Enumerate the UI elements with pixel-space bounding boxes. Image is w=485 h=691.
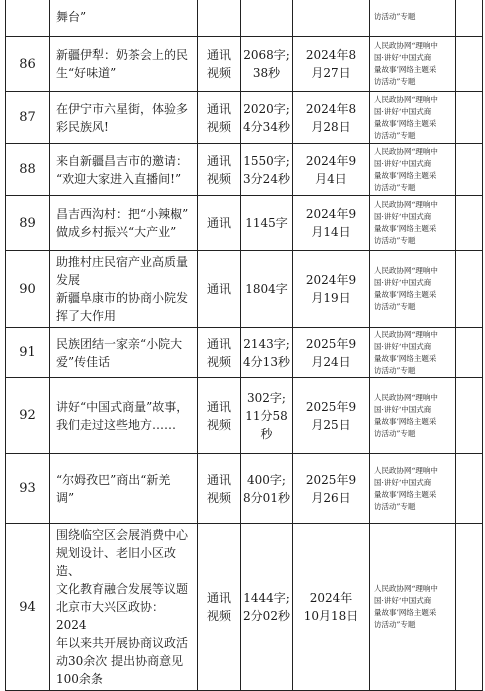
publication-note-line: 国·讲好‘中国式商 [374, 404, 432, 414]
publication-note-line: 国·讲好‘中国式商 [374, 278, 432, 287]
publication-note [370, 524, 456, 691]
table-row [6, 378, 483, 454]
article-length-line: 400字; [247, 472, 286, 487]
blank-cell [456, 196, 483, 251]
publication-note-line: 国·讲好‘中国式商 [374, 106, 432, 116]
publish-date-line: 2025年9 [305, 336, 357, 351]
article-type [198, 524, 241, 691]
publication-note [370, 251, 456, 328]
publication-note-line: 人民政协网“理响中 [374, 266, 438, 275]
publication-note [370, 196, 456, 251]
publish-date [293, 378, 370, 454]
publish-date-line: 月4日 [315, 171, 347, 186]
table-row [6, 0, 483, 37]
row-number: 94 [6, 524, 50, 691]
article-type-line: 视频 [206, 354, 231, 369]
note-line: 访活动”专题 [374, 11, 416, 21]
publication-note-line: 量故事’网络主题采 [374, 608, 437, 617]
article-title-line: “尔姆孜巴”商出“新羌 [56, 472, 171, 487]
row-number [6, 0, 50, 37]
table-row [6, 454, 483, 524]
publication-note-line: 量故事’网络主题采 [374, 65, 437, 74]
article-title [50, 0, 198, 37]
article-title-line: 规划设计、老旧小区改造、 [56, 546, 177, 578]
publication-note [370, 378, 456, 454]
article-type [198, 37, 241, 92]
row-number: 93 [6, 454, 50, 524]
publish-date-line: 月24日 [311, 354, 351, 369]
article-title-line: 挥了大作用 [56, 309, 117, 323]
article-type-line: 通讯 [206, 282, 231, 296]
publish-date [293, 251, 370, 328]
article-type [198, 454, 241, 524]
publish-date [293, 196, 370, 251]
publication-note-line: 访活动”专题 [374, 428, 416, 438]
publication-note [370, 144, 456, 196]
publication-note [370, 92, 456, 144]
article-title-line: 爱”传佳话 [56, 354, 111, 369]
article-length-line: 2143字; [243, 336, 290, 351]
article-length-line: 302字; [247, 390, 286, 405]
article-length [241, 328, 293, 378]
row-number: 89 [6, 196, 50, 251]
publication-note-line: 访活动”专题 [374, 365, 416, 375]
article-length-line: 秒 [260, 426, 273, 441]
publication-note-line: 访活动”专题 [374, 501, 416, 511]
article-title [50, 251, 198, 328]
publication-note-line: 量故事’网络主题采 [374, 170, 437, 180]
publication-note-line: 访活动”专题 [374, 302, 416, 311]
blank-cell [456, 92, 483, 144]
publish-date [293, 0, 370, 37]
article-length [241, 524, 293, 691]
publish-date-line: 2025年9 [305, 399, 357, 414]
article-type-line: 通讯 [206, 399, 231, 414]
article-length [241, 0, 293, 37]
publication-note [370, 37, 456, 92]
publication-note-line: 访活动”专题 [374, 236, 416, 245]
blank-cell [456, 454, 483, 524]
publication-note [370, 454, 456, 524]
publish-date-line: 2024年9 [305, 207, 357, 221]
article-type [198, 328, 241, 378]
article-length-line: 1550字; [243, 153, 290, 168]
article-type-line: 通讯 [206, 216, 231, 230]
publication-note-line: 国·讲好‘中国式商 [374, 212, 432, 221]
article-title-line: 新疆阜康市的协商小院发 [56, 291, 189, 305]
article-title-line: 调” [56, 490, 75, 505]
publish-date [293, 454, 370, 524]
article-type [198, 196, 241, 251]
publication-note-line: 人民政协网“理响中 [374, 584, 438, 593]
publication-note-line: 量故事’网络主题采 [374, 290, 437, 299]
article-title-line: 在伊宁市六星街，体验多 [56, 101, 189, 116]
publish-date-line: 月27日 [311, 66, 351, 80]
publish-date [293, 37, 370, 92]
article-title [50, 524, 198, 691]
article-length [241, 144, 293, 196]
article-length [241, 454, 293, 524]
publish-date [293, 144, 370, 196]
row-number: 87 [6, 92, 50, 144]
article-type [198, 251, 241, 328]
article-type [198, 378, 241, 454]
article-length [241, 251, 293, 328]
article-title-line: 来自新疆昌吉市的邀请： [56, 153, 189, 168]
article-title [50, 378, 198, 454]
article-length-line: 2068字; [243, 48, 290, 62]
row-number: 88 [6, 144, 50, 196]
article-title-line: 讲好“中国式商量”故事， [56, 399, 189, 414]
publication-note-line: 人民政协网“理响中 [374, 465, 438, 475]
article-length-line: 2分02秒 [243, 609, 290, 623]
publish-date [293, 92, 370, 144]
publication-note-line: 量故事’网络主题采 [374, 353, 437, 363]
article-type-line: 通讯 [206, 336, 231, 351]
article-type [198, 144, 241, 196]
table-row [6, 37, 483, 92]
table-row [6, 144, 483, 196]
article-length-line: 8分01秒 [243, 490, 290, 505]
publication-note-line: 人民政协网“理响中 [374, 146, 438, 156]
article-title [50, 92, 198, 144]
row-number: 92 [6, 378, 50, 454]
publication-note-line: 访活动”专题 [374, 77, 416, 86]
publication-note-line: 人民政协网“理响中 [374, 392, 438, 402]
publication-note-line: 国·讲好‘中国式商 [374, 341, 432, 351]
article-title-line: 民族团结一家亲“小院大 [56, 336, 183, 351]
article-title-line: “欢迎大家进入直播间!” [56, 171, 182, 186]
article-type-line: 通讯 [206, 472, 231, 487]
table-row [6, 328, 483, 378]
article-length [241, 196, 293, 251]
publish-date-line: 2024年 [309, 591, 353, 605]
article-table [5, 0, 483, 691]
publication-note-line: 量故事’网络主题采 [374, 489, 437, 499]
article-title-line: 年以来共开展协商议政活 [56, 636, 189, 650]
article-type-line: 通讯 [206, 591, 231, 605]
article-title-line: 文化教育融合发展等议题 [56, 582, 189, 596]
article-length-line: 11分58 [245, 408, 288, 423]
row-number: 90 [6, 251, 50, 328]
publish-date-line: 2024年9 [305, 153, 357, 168]
row-number: 86 [6, 37, 50, 92]
publish-date-line: 2024年8 [305, 101, 357, 116]
article-length-line: 1804字 [245, 282, 288, 296]
article-title-line: 昌吉西沟村：把“小辣椒” [56, 207, 189, 221]
article-title-line: 生“好味道” [56, 66, 117, 80]
article-title-line: 新疆伊犁：奶茶会上的民 [56, 48, 189, 62]
article-title-line: 动30余次 提出协商意见 [56, 654, 184, 668]
article-type-line: 通讯 [206, 48, 231, 62]
article-title-line: 北京市大兴区政协：2024 [56, 600, 165, 632]
publish-date-line: 月14日 [311, 225, 351, 239]
article-type [198, 0, 241, 37]
publication-note-line: 量故事’网络主题采 [374, 118, 437, 128]
article-title-line: 围绕临空区会展消费中心 [56, 528, 189, 542]
publish-date-line: 2024年9 [305, 273, 357, 287]
article-title-line: 彩民族风! [56, 119, 109, 134]
article-title [50, 144, 198, 196]
table-row [6, 196, 483, 251]
blank-cell [456, 378, 483, 454]
row-number: 91 [6, 328, 50, 378]
article-title-line: 发展 [56, 273, 81, 287]
blank-cell [456, 144, 483, 196]
blank-cell [456, 328, 483, 378]
article-type [198, 92, 241, 144]
publication-note-line: 访活动”专题 [374, 130, 416, 140]
publication-note [370, 0, 456, 37]
publish-date-line: 月28日 [311, 119, 351, 134]
publish-date [293, 524, 370, 691]
publish-date [293, 328, 370, 378]
article-type-line: 通讯 [206, 153, 231, 168]
article-type-line: 视频 [206, 66, 231, 80]
publish-date-line: 2025年9 [305, 472, 357, 487]
article-title [50, 196, 198, 251]
blank-cell [456, 0, 483, 37]
article-type-line: 视频 [206, 417, 231, 432]
blank-cell [456, 251, 483, 328]
publish-date-line: 2024年8 [305, 48, 357, 62]
article-length [241, 37, 293, 92]
article-length-line: 2020字; [243, 101, 290, 116]
article-title [50, 328, 198, 378]
publication-note [370, 328, 456, 378]
blank-cell [456, 524, 483, 691]
title-line: 舞台” [56, 9, 87, 24]
publication-note-line: 国·讲好‘中国式商 [374, 596, 432, 605]
article-title-line: 我们走过这些地方…… [56, 417, 177, 432]
article-title [50, 454, 198, 524]
article-type-line: 通讯 [206, 101, 231, 116]
article-length-line: 1145字 [245, 216, 288, 230]
publication-note-line: 访活动”专题 [374, 182, 416, 192]
publication-note-line: 人民政协网“理响中 [374, 41, 438, 50]
publication-note-line: 量故事’网络主题采 [374, 416, 437, 426]
publication-note-line: 国·讲好‘中国式商 [374, 53, 432, 62]
article-table-body [6, 0, 483, 691]
publication-note-line: 人民政协网“理响中 [374, 200, 438, 209]
article-length-line: 4分34秒 [243, 119, 290, 134]
article-length-line: 38秒 [252, 66, 281, 80]
article-type-line: 视频 [206, 171, 231, 186]
publish-date-line: 月26日 [311, 490, 351, 505]
publish-date-line: 10月18日 [303, 609, 359, 623]
publication-note-line: 访活动”专题 [374, 620, 416, 629]
article-title-line: 做成乡村振兴“大产业” [56, 225, 177, 239]
article-length-line: 1444字; [243, 591, 290, 605]
publication-note-line: 国·讲好‘中国式商 [374, 158, 432, 168]
publication-note-line: 量故事’网络主题采 [374, 224, 437, 233]
article-title-line: 助推村庄民宿产业高质量 [56, 255, 189, 269]
publication-note-line: 人民政协网“理响中 [374, 94, 438, 104]
article-length-line: 4分13秒 [243, 354, 290, 369]
blank-cell [456, 37, 483, 92]
publish-date-line: 月19日 [311, 291, 351, 305]
article-length-line: 3分24秒 [243, 171, 290, 186]
article-type-line: 视频 [206, 490, 231, 505]
article-length [241, 378, 293, 454]
publish-date-line: 月25日 [311, 417, 351, 432]
table-row [6, 524, 483, 691]
table-row [6, 251, 483, 328]
article-title [50, 37, 198, 92]
publication-note-line: 国·讲好‘中国式商 [374, 477, 432, 487]
table-row [6, 92, 483, 144]
publication-note-line: 人民政协网“理响中 [374, 329, 438, 339]
article-type-line: 视频 [206, 119, 231, 134]
article-title-line: 100余条 [56, 672, 103, 686]
article-type-line: 视频 [206, 609, 231, 623]
article-length [241, 92, 293, 144]
